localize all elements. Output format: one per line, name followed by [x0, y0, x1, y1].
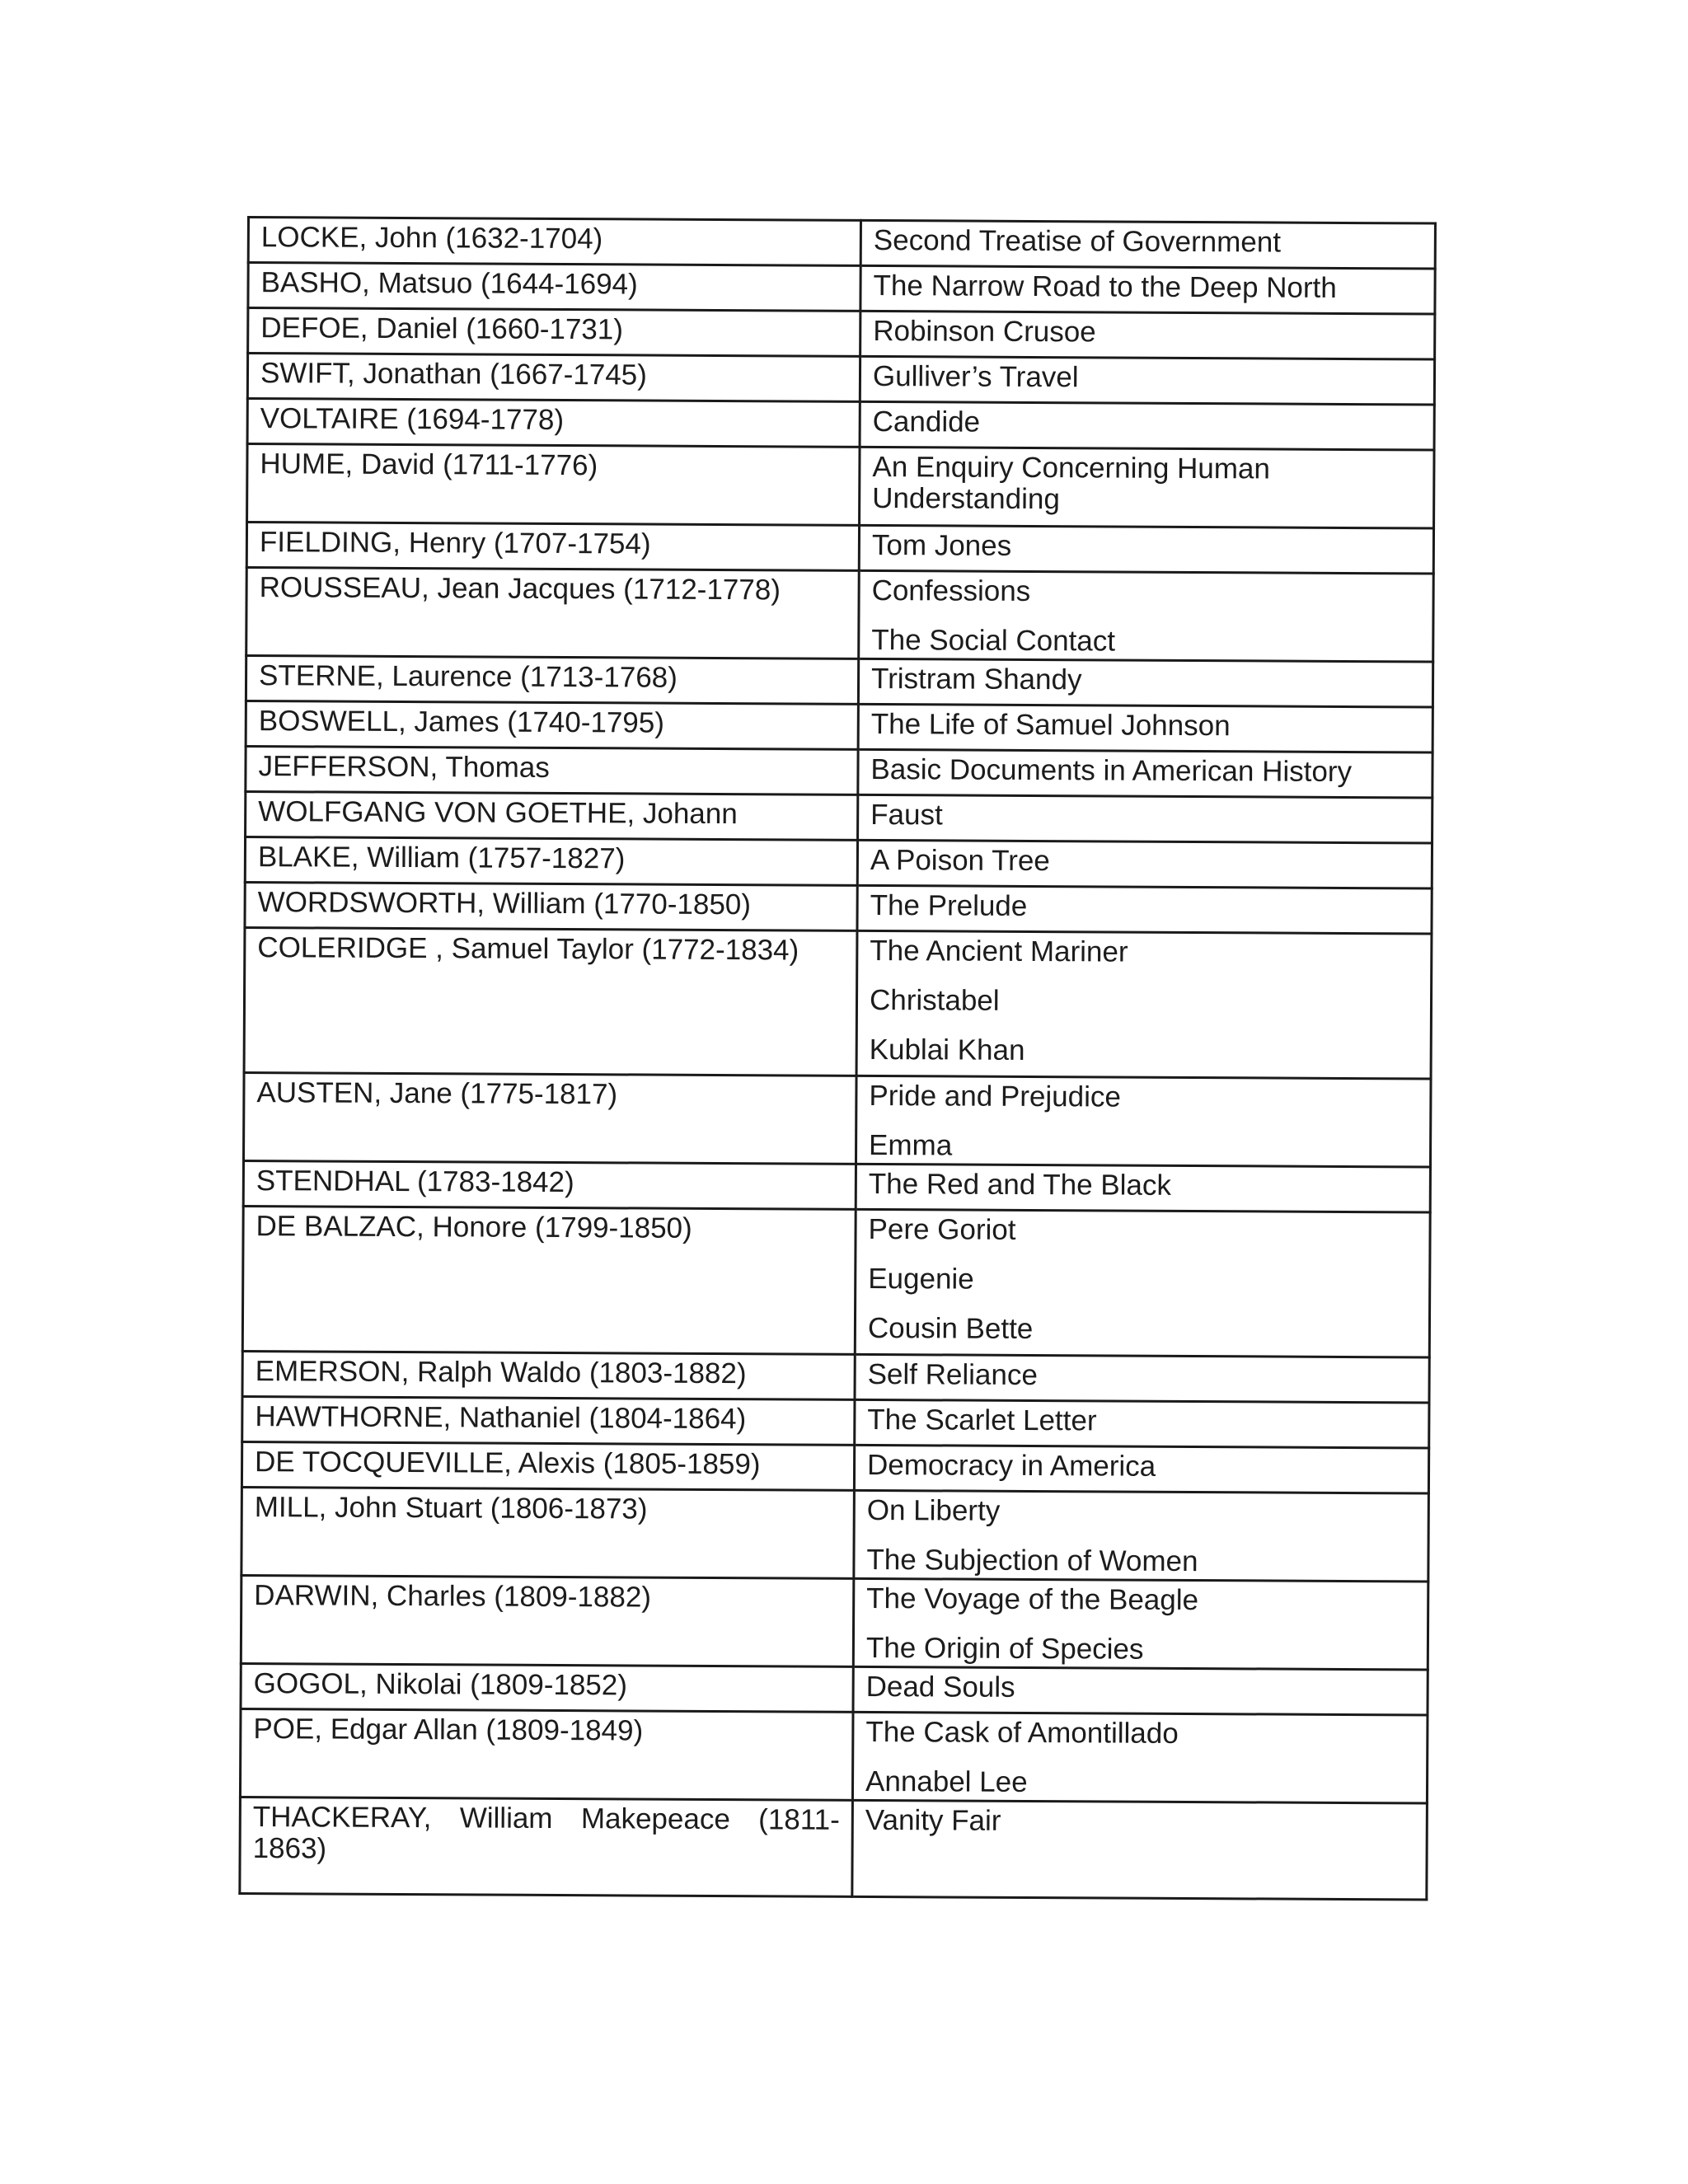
- author-cell: STENDHAL (1783-1842): [243, 1160, 856, 1209]
- work-title: Eugenie: [868, 1262, 974, 1296]
- author-cell: AUSTEN, Jane (1775-1817): [243, 1072, 856, 1164]
- table-row: [245, 837, 1432, 888]
- table-row: [246, 523, 1433, 574]
- works-cell: [860, 447, 1434, 528]
- work-title: Dead Souls: [865, 1670, 1015, 1704]
- author-cell: SWIFT, Jonathan (1667-1745): [247, 354, 860, 402]
- works-cell: [855, 1354, 1429, 1403]
- works-cell: [858, 794, 1432, 843]
- author-cell: ROUSSEAU, Jean Jacques (1712-1778): [246, 568, 860, 659]
- table-row: [247, 444, 1434, 529]
- table-row: [242, 1351, 1429, 1403]
- table-row: [243, 1160, 1430, 1212]
- work-title: Kublai Khan: [869, 1033, 1025, 1066]
- work-title: Pere Goriot: [868, 1212, 1016, 1246]
- works-cell: [854, 1490, 1429, 1582]
- works-cell: [855, 1399, 1429, 1448]
- table-row: [246, 791, 1432, 843]
- table-row: [241, 1487, 1429, 1582]
- table-row: [247, 399, 1434, 451]
- works-cell: [859, 525, 1433, 574]
- author-cell: MILL, John Stuart (1806-1873): [241, 1487, 855, 1578]
- works-cell: [857, 840, 1432, 888]
- work-title: A Poison Tree: [870, 843, 1050, 878]
- author-cell: GOGOL, Nikolai (1809-1852): [241, 1663, 853, 1712]
- work-title: Gulliver’s Travel: [872, 359, 1079, 394]
- work-title: The Origin of Species: [865, 1631, 1144, 1666]
- author-cell: STERNE, Laurence (1713-1768): [246, 656, 858, 705]
- work-title: Confessions: [871, 574, 1031, 607]
- works-cell: [858, 658, 1432, 707]
- works-cell: [858, 704, 1432, 752]
- work-title: Vanity Fair: [865, 1803, 1001, 1837]
- works-cell: [853, 1666, 1428, 1715]
- table-row: [244, 927, 1432, 1079]
- works-cell: [860, 220, 1435, 269]
- author-cell: DE TOCQUEVILLE, Alexis (1805-1859): [241, 1441, 854, 1490]
- work-title: Annabel Lee: [865, 1765, 1028, 1798]
- works-cell: [856, 1076, 1431, 1167]
- table-row: [242, 1396, 1429, 1448]
- author-cell: BLAKE, William (1757-1827): [245, 837, 857, 885]
- table-row: [240, 1708, 1428, 1803]
- work-title: Christabel: [869, 983, 1000, 1017]
- author-cell: THACKERAY, William Makepeace (1811-1863): [240, 1797, 853, 1896]
- work-title: Cousin Bette: [867, 1311, 1034, 1346]
- table-row: [241, 1575, 1428, 1670]
- work-title: The Subjection of Women: [866, 1543, 1198, 1578]
- work-title: An Enquiry Concerning Human Understanding: [872, 450, 1270, 516]
- works-cell: [858, 749, 1432, 798]
- work-title: Democracy in America: [866, 1448, 1156, 1483]
- author-cell: POE, Edgar Allan (1809-1849): [240, 1708, 853, 1800]
- work-title: Self Reliance: [867, 1357, 1038, 1392]
- works-cell: [853, 1578, 1428, 1670]
- author-cell: BASHO, Matsuo (1644-1694): [248, 263, 860, 312]
- author-cell: VOLTAIRE (1694-1778): [247, 399, 860, 448]
- works-cell: [860, 401, 1434, 450]
- work-title: The Cask of Amontillado: [865, 1715, 1179, 1750]
- author-cell: LOCKE, John (1632-1704): [248, 218, 860, 266]
- work-title: The Social Contact: [871, 623, 1116, 658]
- author-cell: BOSWELL, James (1740-1795): [246, 701, 858, 749]
- works-cell: [856, 930, 1432, 1079]
- work-title: The Red and The Black: [868, 1167, 1172, 1202]
- table-row: [240, 1797, 1428, 1900]
- author-cell: WOLFGANG VON GOETHE, Johann: [246, 791, 858, 840]
- table-row: [248, 218, 1435, 269]
- table-row: [241, 1663, 1428, 1715]
- works-cell: [860, 265, 1435, 314]
- table-row: [243, 1072, 1431, 1167]
- author-cell: DE BALZAC, Honore (1799-1850): [242, 1206, 856, 1354]
- table-row: [247, 354, 1434, 405]
- works-cell: [857, 885, 1432, 934]
- table-row: [246, 701, 1432, 752]
- author-cell: JEFFERSON, Thomas: [246, 746, 858, 794]
- work-title: Candide: [872, 405, 981, 438]
- table-row: [248, 308, 1435, 360]
- author-cell: WORDSWORTH, William (1770-1850): [245, 882, 857, 930]
- table-body: [240, 218, 1436, 1900]
- author-cell: FIELDING, Henry (1707-1754): [246, 523, 859, 571]
- author-cell: HAWTHORNE, Nathaniel (1804-1864): [242, 1396, 855, 1445]
- table-row: [248, 263, 1435, 315]
- work-title: Second Treatise of Government: [873, 223, 1282, 259]
- work-title: Tristram Shandy: [870, 662, 1082, 696]
- work-title: Tom Jones: [871, 528, 1012, 562]
- work-title: Basic Documents in American History: [870, 752, 1353, 789]
- author-cell: HUME, David (1711-1776): [247, 444, 860, 526]
- work-title: The Scarlet Letter: [867, 1403, 1097, 1437]
- author-cell: DARWIN, Charles (1809-1882): [241, 1575, 854, 1666]
- work-title: The Prelude: [870, 888, 1028, 922]
- table-row: [246, 656, 1432, 708]
- table-row: [246, 568, 1434, 663]
- authors-works-table: [238, 216, 1437, 1901]
- work-title: The Life of Samuel Johnson: [870, 707, 1231, 743]
- work-title: The Narrow Road to the Deep North: [873, 269, 1337, 304]
- works-cell: [854, 1445, 1428, 1493]
- author-cell: DEFOE, Daniel (1660-1731): [248, 308, 860, 357]
- works-cell: [852, 1712, 1428, 1803]
- work-title: The Ancient Mariner: [870, 934, 1128, 968]
- works-cell: [852, 1800, 1428, 1900]
- work-title: Pride and Prejudice: [869, 1079, 1121, 1113]
- table-row: [242, 1206, 1430, 1357]
- work-title: Emma: [869, 1128, 953, 1162]
- author-cell: COLERIDGE , Samuel Taylor (1772-1834): [244, 927, 857, 1076]
- author-cell: EMERSON, Ralph Waldo (1803-1882): [242, 1351, 855, 1399]
- works-cell: [855, 1209, 1430, 1357]
- works-cell: [860, 356, 1434, 405]
- work-title: On Liberty: [866, 1493, 1001, 1527]
- works-cell: [859, 570, 1434, 662]
- works-cell: [860, 311, 1435, 359]
- table-row: [245, 882, 1432, 934]
- table-row: [246, 746, 1432, 798]
- work-title: Robinson Crusoe: [873, 314, 1096, 349]
- works-cell: [856, 1164, 1430, 1212]
- work-title: The Voyage of the Beagle: [866, 1582, 1199, 1617]
- work-title: Faust: [870, 798, 943, 832]
- table-row: [241, 1441, 1428, 1493]
